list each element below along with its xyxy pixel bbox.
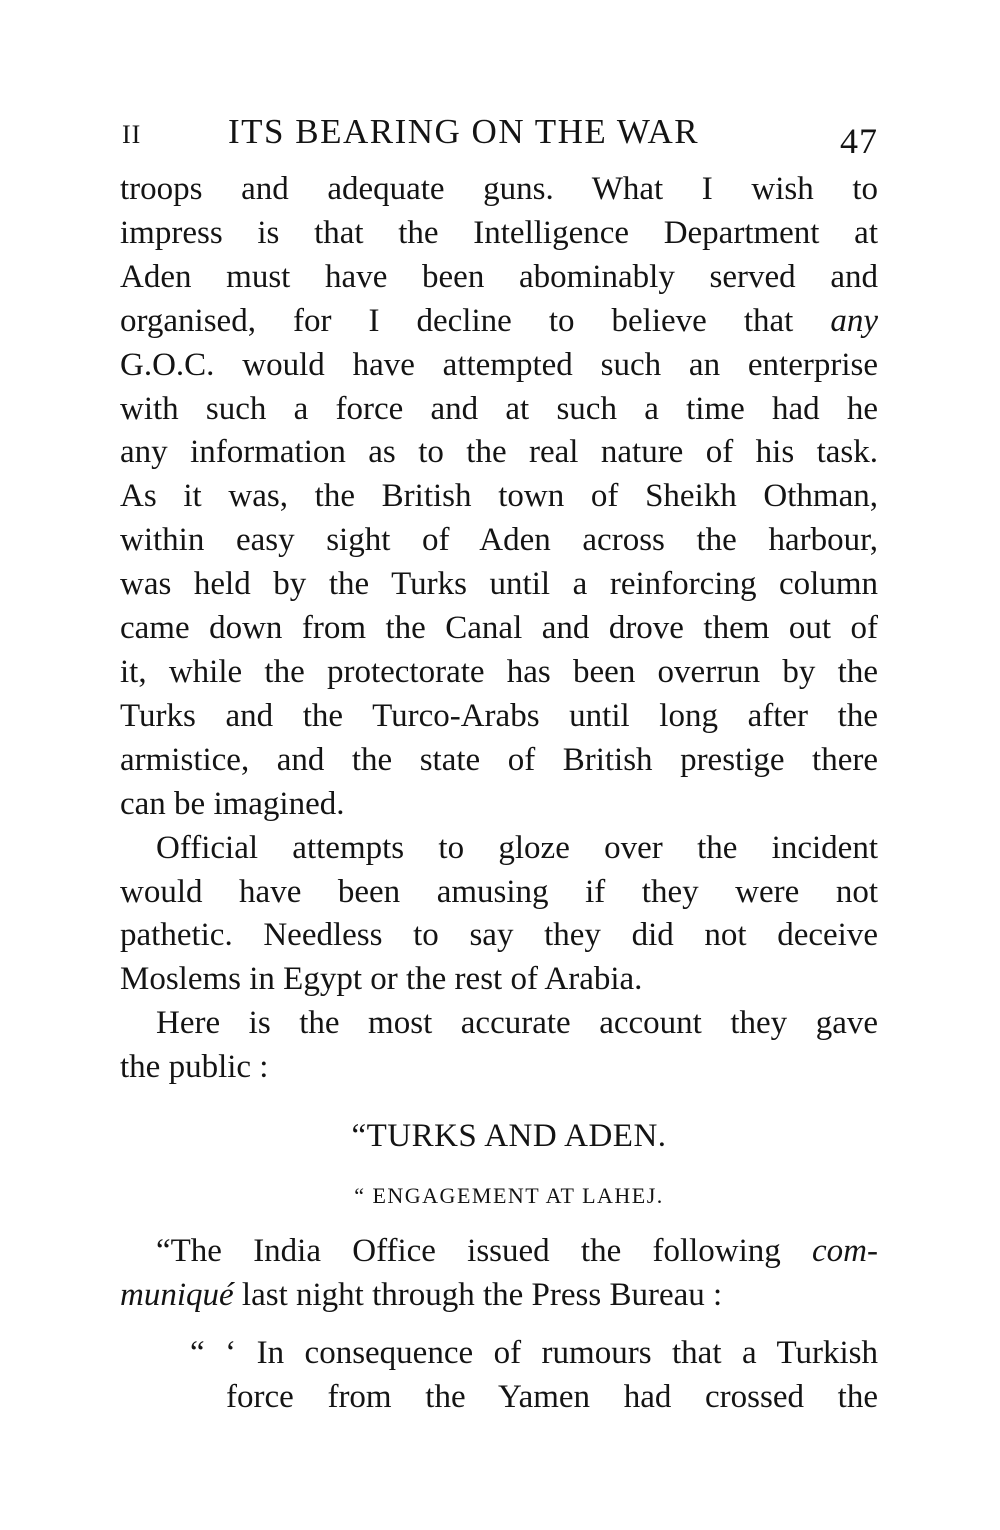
text-run: organised, for I decline to believe that (120, 302, 831, 339)
text-run: “The India Office issued the following (156, 1233, 813, 1270)
paragraph-4 (120, 1230, 878, 1318)
text-line: force from the Yamen had crossed the (226, 1378, 878, 1415)
text-line: came down from the Canal and drove them out of (120, 610, 878, 647)
quote-subheading: “ ENGAGEMENT AT LAHEJ. (354, 1183, 664, 1209)
page-number: 47 (840, 121, 878, 161)
text-line-italic-any (120, 303, 878, 339)
text-line: pathetic. Needless to say they did not deceive (120, 917, 878, 954)
book-page (120, 108, 878, 1420)
text-line: within easy sight of Aden across the harbour, (120, 522, 878, 559)
text-run-italic: muniqué (120, 1276, 234, 1313)
text-line: G.O.C. would have attempted such an enterprise (120, 346, 878, 383)
chapter-number: II (122, 120, 142, 149)
running-head (120, 108, 878, 168)
text-line: with such a force and at such a time had he (120, 390, 878, 427)
text-line: Here is the most accurate account they gave (156, 1005, 878, 1042)
text-line: Turks and the Turco-Arabs until long after the (120, 697, 878, 734)
paragraph-2 (120, 827, 878, 1003)
text-line: would have been amusing if they were not (120, 873, 878, 910)
text-run: last night through the Press Bureau : (233, 1276, 723, 1313)
text-line: any information as to the real nature of his task. (120, 434, 878, 471)
text-line (120, 1230, 878, 1274)
text-line: Aden must have been abominably served and (120, 258, 878, 295)
text-line: the public : (120, 1049, 269, 1086)
spacer (120, 1318, 878, 1332)
text-line: troops and adequate guns. What I wish to (120, 171, 878, 207)
running-title: ITS BEARING ON THE WAR (228, 112, 700, 151)
text-line: “ ‘ In consequence of rumours that a Turkish (190, 1334, 878, 1371)
text-line (120, 300, 878, 344)
paragraph-3 (120, 1002, 878, 1090)
text-line: As it was, the British town of Sheikh Othman, (120, 478, 878, 515)
text-line: impress is that the Intelligence Department at (120, 214, 878, 251)
text-line: it, while the protectorate has been overrun by the (120, 653, 878, 690)
text-line: Moslems in Egypt or the rest of Arabia. (120, 961, 643, 998)
paragraph-1 (120, 168, 878, 827)
text-run-italic: com- (812, 1233, 878, 1270)
text-line: Official attempts to gloze over the incident (156, 829, 878, 866)
spacer (120, 1216, 878, 1230)
text-line: can be imagined. (120, 785, 345, 822)
text-line: was held by the Turks until a reinforcing column (120, 566, 878, 603)
quote-heading: “TURKS AND ADEN. (351, 1118, 667, 1155)
text-line: armistice, and the state of British prestige there (120, 741, 878, 778)
text-line (120, 1274, 878, 1318)
text-run-italic: any (830, 302, 878, 339)
quote-block (120, 1332, 878, 1420)
